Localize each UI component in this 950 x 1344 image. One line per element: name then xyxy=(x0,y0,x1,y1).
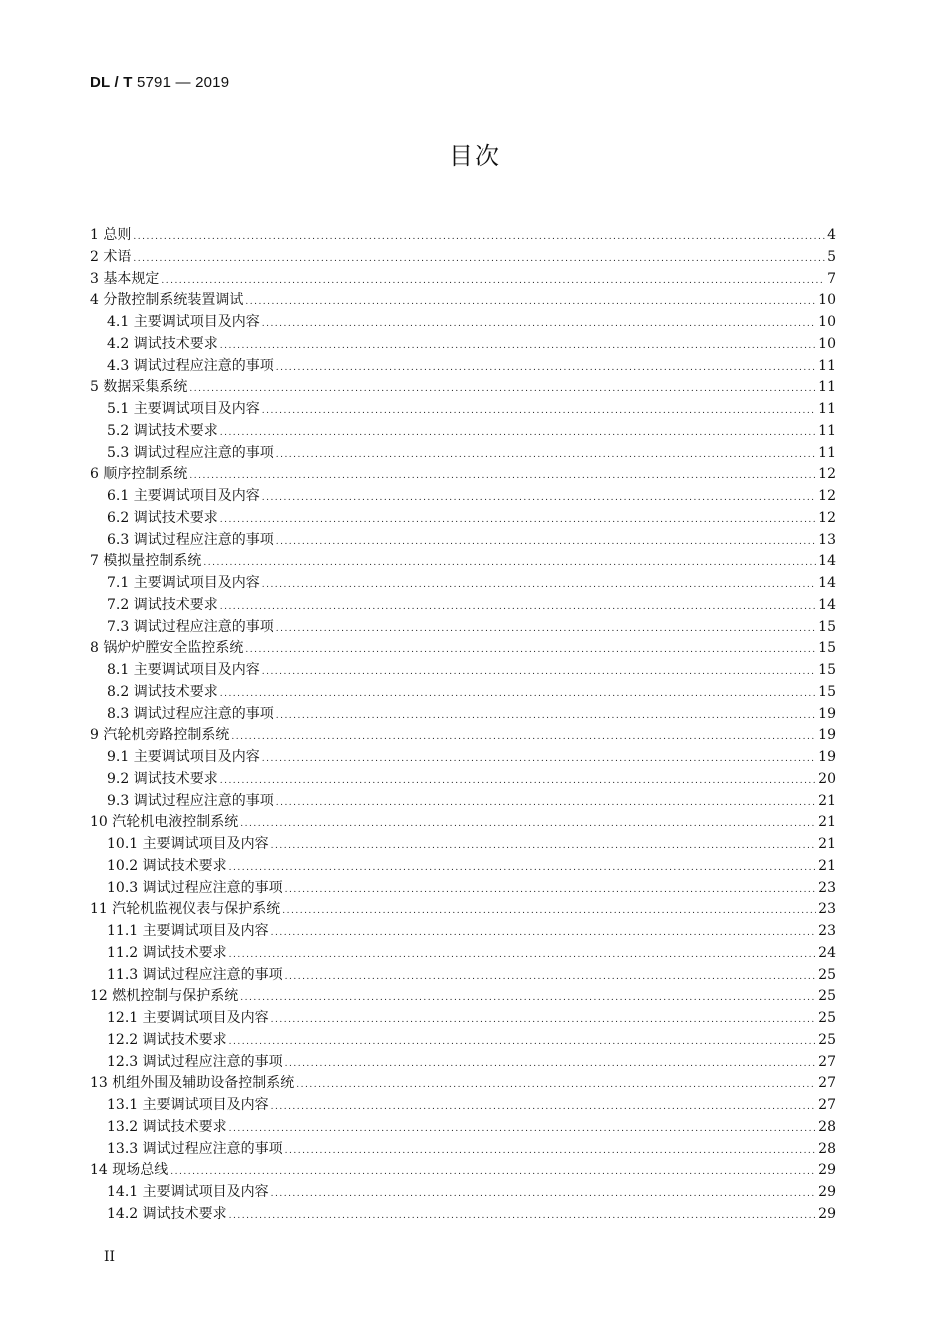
toc-entry[interactable] xyxy=(90,573,836,595)
toc-dot-leader xyxy=(229,858,817,880)
toc-entry[interactable] xyxy=(90,660,836,682)
toc-entry[interactable] xyxy=(90,1160,836,1182)
toc-entry-page: 23 xyxy=(818,923,836,939)
page-number: II xyxy=(104,1249,116,1265)
toc-entry-label: 12.3 调试过程应注意的事项 xyxy=(107,1053,283,1070)
toc-entry-label: 8.2 调试技术要求 xyxy=(107,683,218,700)
toc-entry[interactable] xyxy=(90,595,836,617)
toc-dot-leader xyxy=(262,401,816,423)
toc-entry[interactable] xyxy=(90,290,836,312)
toc-dot-leader xyxy=(240,988,816,1010)
toc-entry-label: 11.2 调试技术要求 xyxy=(107,944,227,961)
toc-entry[interactable] xyxy=(90,812,836,834)
toc-entry-label: 10 汽轮机电液控制系统 xyxy=(90,814,239,831)
toc-entry-label: 13.2 调试技术要求 xyxy=(107,1118,227,1135)
toc-dot-leader xyxy=(245,292,816,314)
toc-entry-label: 1 总则 xyxy=(90,227,132,243)
toc-entry[interactable] xyxy=(90,443,836,465)
toc-entry[interactable] xyxy=(90,356,836,378)
toc-entry[interactable] xyxy=(90,682,836,704)
toc-entry-page: 12 xyxy=(818,509,836,526)
toc-entry[interactable] xyxy=(90,791,836,813)
toc-entry-label: 4.1 主要调试项目及内容 xyxy=(107,314,260,330)
toc-dot-leader xyxy=(189,379,816,401)
toc-entry[interactable] xyxy=(90,638,836,660)
toc-entry-page: 12 xyxy=(818,488,836,504)
toc-entry[interactable] xyxy=(90,269,836,291)
toc-entry-page: 23 xyxy=(818,901,836,918)
toc-entry-page: 27 xyxy=(818,1075,836,1092)
toc-entry-label: 14 现场总线 xyxy=(90,1162,169,1179)
toc-entry-page: 15 xyxy=(818,662,836,678)
toc-entry-label: 11.3 调试过程应注意的事项 xyxy=(107,966,283,983)
toc-entry-label: 4 分散控制系统装置调试 xyxy=(90,292,244,309)
toc-entry-label: 5 数据采集系统 xyxy=(90,379,188,396)
toc-dot-leader xyxy=(262,749,816,771)
toc-dot-leader xyxy=(271,1097,817,1119)
toc-entry[interactable] xyxy=(90,399,836,421)
toc-entry-label: 9.1 主要调试项目及内容 xyxy=(107,749,260,765)
toc-entry-label: 13 机组外围及辅助设备控制系统 xyxy=(90,1075,295,1092)
toc-entry-label: 9 汽轮机旁路控制系统 xyxy=(90,727,230,744)
toc-entry-page: 11 xyxy=(818,444,836,461)
document-code-prefix: DL / T xyxy=(90,74,133,91)
toc-entry-page: 14 xyxy=(818,553,836,570)
toc-entry[interactable] xyxy=(90,856,836,878)
toc-entry-label: 5.3 调试过程应注意的事项 xyxy=(107,444,274,461)
toc-dot-leader xyxy=(220,336,816,358)
toc-entry[interactable] xyxy=(90,508,836,530)
toc-entry[interactable] xyxy=(90,1204,836,1226)
toc-entry-label: 7.2 调试技术要求 xyxy=(107,596,218,613)
toc-entry-label: 6.3 调试过程应注意的事项 xyxy=(107,531,274,548)
toc-entry[interactable] xyxy=(90,312,836,334)
toc-entry-label: 6.2 调试技术要求 xyxy=(107,509,218,526)
toc-entry-label: 10.3 调试过程应注意的事项 xyxy=(107,879,283,896)
toc-entry-label: 4.3 调试过程应注意的事项 xyxy=(107,357,274,374)
toc-entry-label: 14.1 主要调试项目及内容 xyxy=(107,1184,269,1200)
toc-entry[interactable] xyxy=(90,1030,836,1052)
toc-entry-page: 25 xyxy=(818,1010,836,1026)
toc-entry-label: 14.2 调试技术要求 xyxy=(107,1205,227,1222)
toc-entry[interactable] xyxy=(90,617,836,639)
toc-dot-leader xyxy=(220,771,816,793)
toc-entry-label: 8 锅炉炉膛安全监控系统 xyxy=(90,640,244,657)
toc-entry-page: 23 xyxy=(818,879,836,896)
toc-entry-page: 14 xyxy=(818,575,836,591)
toc-dot-leader xyxy=(133,227,825,249)
toc-entry[interactable] xyxy=(90,834,836,856)
toc-dot-leader xyxy=(276,706,816,728)
toc-dot-leader xyxy=(276,445,816,467)
toc-dot-leader xyxy=(285,880,817,902)
toc-entry-label: 7.1 主要调试项目及内容 xyxy=(107,575,260,591)
toc-dot-leader xyxy=(285,967,817,989)
toc-entry-label: 9.2 调试技术要求 xyxy=(107,770,218,787)
toc-entry-page: 15 xyxy=(818,618,836,635)
toc-entry[interactable] xyxy=(90,1052,836,1074)
toc-dot-leader xyxy=(161,271,825,293)
toc-entry[interactable] xyxy=(90,464,836,486)
toc-entry[interactable] xyxy=(90,247,836,269)
toc-entry-label: 4.2 调试技术要求 xyxy=(107,335,218,352)
toc-entry[interactable] xyxy=(90,1008,836,1030)
toc-entry-page: 27 xyxy=(818,1053,836,1070)
toc-dot-leader xyxy=(276,532,816,554)
toc-entry-page: 25 xyxy=(818,988,836,1005)
toc-entry-page: 15 xyxy=(818,640,836,657)
toc-entry-page: 21 xyxy=(818,792,836,809)
toc-entry[interactable] xyxy=(90,421,836,443)
toc-dot-leader xyxy=(203,553,816,575)
toc-dot-leader xyxy=(133,249,825,271)
toc-entry-label: 7.3 调试过程应注意的事项 xyxy=(107,618,274,635)
toc-entry-page: 19 xyxy=(818,705,836,722)
toc-entry-page: 21 xyxy=(818,836,836,852)
toc-entry-label: 10.2 调试技术要求 xyxy=(107,857,227,874)
toc-entry-page: 11 xyxy=(818,422,836,439)
toc-entry[interactable] xyxy=(90,1182,836,1204)
toc-dot-leader xyxy=(271,1010,817,1032)
toc-dot-leader xyxy=(262,314,816,336)
toc-entry-label: 6.1 主要调试项目及内容 xyxy=(107,488,260,504)
toc-entry-page: 19 xyxy=(818,749,836,765)
toc-entry-page: 19 xyxy=(818,727,836,744)
toc-entry-page: 5 xyxy=(827,248,836,265)
toc-entry[interactable] xyxy=(90,747,836,769)
toc-entry-page: 28 xyxy=(818,1140,836,1157)
toc-entry[interactable] xyxy=(90,377,836,399)
toc-entry[interactable] xyxy=(90,334,836,356)
toc-entry-page: 10 xyxy=(818,335,836,352)
toc-dot-leader xyxy=(271,923,817,945)
toc-entry[interactable] xyxy=(90,921,836,943)
toc-entry-page: 21 xyxy=(818,814,836,831)
toc-entry-label: 10.1 主要调试项目及内容 xyxy=(107,836,269,852)
toc-dot-leader xyxy=(245,640,816,662)
toc-entry[interactable] xyxy=(90,1139,836,1161)
toc-entry[interactable] xyxy=(90,225,836,247)
toc-entry-label: 5.2 调试技术要求 xyxy=(107,422,218,439)
toc-entry-page: 28 xyxy=(818,1118,836,1135)
toc-entry-page: 12 xyxy=(818,466,836,483)
toc-entry-page: 14 xyxy=(818,596,836,613)
toc-entry-page: 29 xyxy=(818,1205,836,1222)
toc-dot-leader xyxy=(282,901,816,923)
toc-entry-label: 11.1 主要调试项目及内容 xyxy=(107,923,269,939)
toc-dot-leader xyxy=(262,488,816,510)
toc-entry-page: 20 xyxy=(818,770,836,787)
toc-entry[interactable] xyxy=(90,769,836,791)
toc-entry-label: 7 模拟量控制系统 xyxy=(90,553,202,570)
toc-dot-leader xyxy=(220,510,816,532)
toc-dot-leader xyxy=(220,684,816,706)
toc-entry-label: 12 燃机控制与保护系统 xyxy=(90,988,239,1005)
toc-dot-leader xyxy=(296,1075,816,1097)
toc-entry[interactable] xyxy=(90,551,836,573)
toc-dot-leader xyxy=(285,1141,817,1163)
toc-entry-label: 12.1 主要调试项目及内容 xyxy=(107,1010,269,1026)
toc-dot-leader xyxy=(189,466,816,488)
document-code-number: 5791 — 2019 xyxy=(132,74,230,91)
document-code xyxy=(90,74,229,91)
toc-dot-leader xyxy=(220,423,816,445)
toc-dot-leader xyxy=(170,1162,816,1184)
toc-entry-label: 2 术语 xyxy=(90,248,132,265)
toc-entry[interactable] xyxy=(90,1073,836,1095)
toc-entry[interactable] xyxy=(90,943,836,965)
toc-entry[interactable] xyxy=(90,725,836,747)
toc-entry-label: 13.1 主要调试项目及内容 xyxy=(107,1097,269,1113)
toc-entry-page: 4 xyxy=(827,227,836,243)
toc-entry-label: 5.1 主要调试项目及内容 xyxy=(107,401,260,417)
toc-dot-leader xyxy=(262,662,816,684)
toc-entry[interactable] xyxy=(90,878,836,900)
toc-dot-leader xyxy=(229,945,817,967)
toc-entry-page: 10 xyxy=(818,292,836,309)
toc-entry-label: 9.3 调试过程应注意的事项 xyxy=(107,792,274,809)
toc-entry[interactable] xyxy=(90,986,836,1008)
toc-entry-page: 11 xyxy=(818,357,836,374)
table-of-contents xyxy=(90,225,836,1226)
toc-dot-leader xyxy=(285,1054,817,1076)
toc-entry-page: 24 xyxy=(818,944,836,961)
toc-entry-page: 15 xyxy=(818,683,836,700)
toc-dot-leader xyxy=(229,1119,817,1141)
toc-dot-leader xyxy=(276,793,816,815)
toc-entry-page: 27 xyxy=(818,1097,836,1113)
toc-dot-leader xyxy=(240,814,816,836)
toc-entry-page: 21 xyxy=(818,857,836,874)
toc-dot-leader xyxy=(231,727,816,749)
toc-entry[interactable] xyxy=(90,1117,836,1139)
toc-dot-leader xyxy=(276,619,816,641)
toc-entry-page: 29 xyxy=(818,1162,836,1179)
toc-entry-label: 3 基本规定 xyxy=(90,270,160,287)
toc-entry[interactable] xyxy=(90,704,836,726)
toc-entry[interactable] xyxy=(90,899,836,921)
toc-entry-page: 10 xyxy=(818,314,836,330)
toc-dot-leader xyxy=(262,575,816,597)
toc-entry[interactable] xyxy=(90,530,836,552)
toc-entry-page: 25 xyxy=(818,966,836,983)
toc-entry-label: 8.1 主要调试项目及内容 xyxy=(107,662,260,678)
toc-entry-page: 11 xyxy=(818,379,836,396)
toc-entry-page: 25 xyxy=(818,1031,836,1048)
toc-entry-label: 8.3 调试过程应注意的事项 xyxy=(107,705,274,722)
toc-entry-page: 29 xyxy=(818,1184,836,1200)
toc-entry-page: 11 xyxy=(818,401,836,417)
toc-dot-leader xyxy=(271,1184,817,1206)
toc-entry[interactable] xyxy=(90,486,836,508)
toc-entry-label: 6 顺序控制系统 xyxy=(90,466,188,483)
toc-entry-label: 12.2 调试技术要求 xyxy=(107,1031,227,1048)
toc-entry-page: 7 xyxy=(827,270,836,287)
toc-dot-leader xyxy=(229,1206,817,1228)
page-title: 目次 xyxy=(449,142,501,170)
toc-entry-page: 13 xyxy=(818,531,836,548)
toc-dot-leader xyxy=(276,358,816,380)
toc-dot-leader xyxy=(220,597,816,619)
toc-entry[interactable] xyxy=(90,965,836,987)
toc-dot-leader xyxy=(271,836,817,858)
toc-entry[interactable] xyxy=(90,1095,836,1117)
toc-entry-label: 13.3 调试过程应注意的事项 xyxy=(107,1140,283,1157)
toc-entry-label: 11 汽轮机监视仪表与保护系统 xyxy=(90,901,281,918)
toc-dot-leader xyxy=(229,1032,817,1054)
